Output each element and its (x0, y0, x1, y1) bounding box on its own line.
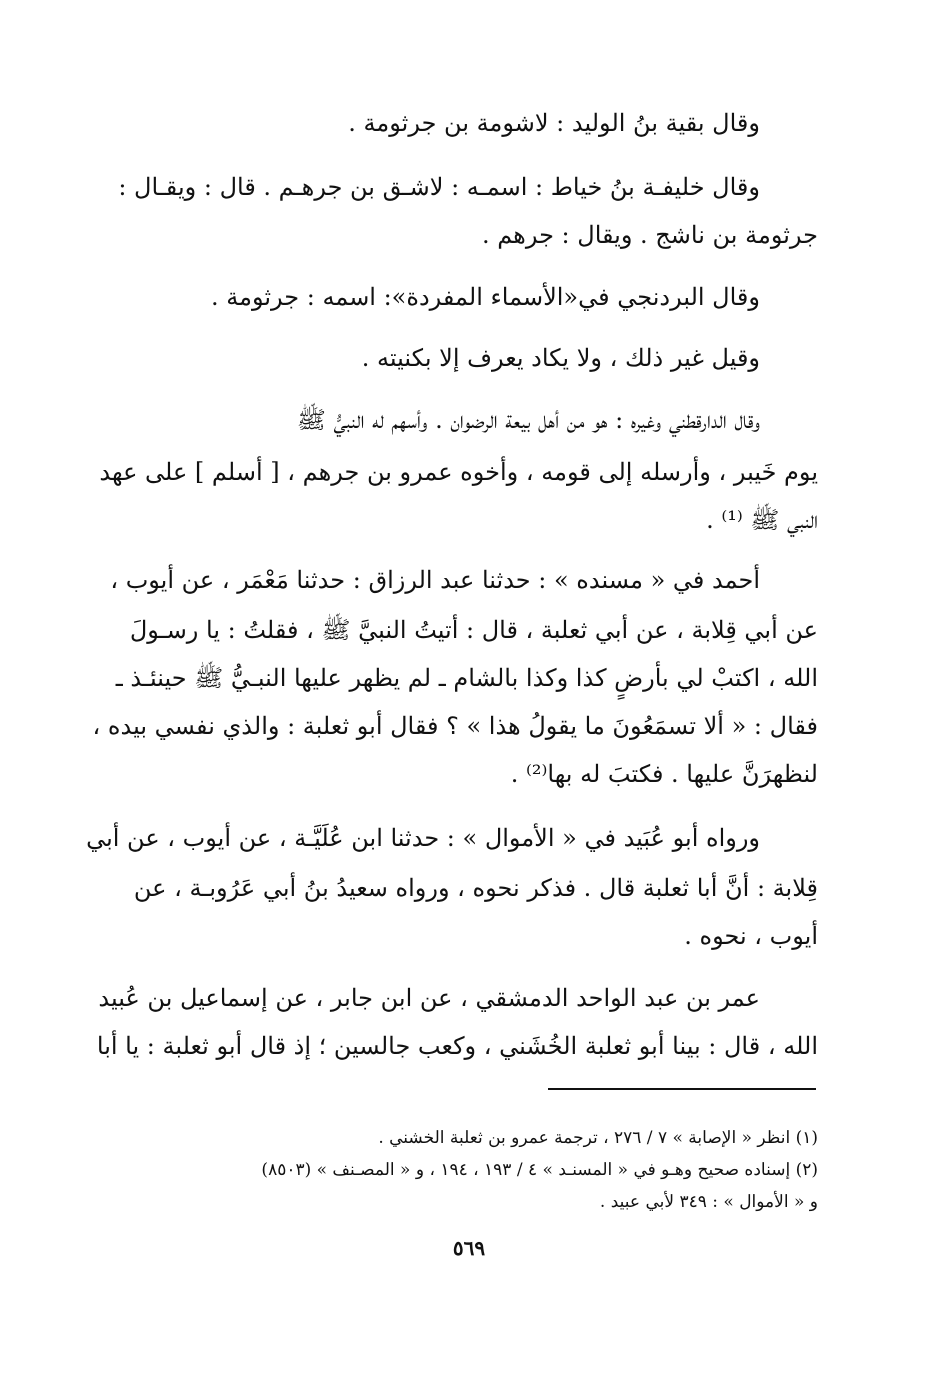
footnote-1: (١) انظر « الإصابة » ٧ / ٢٧٦ ، ترجمة عمرو بن ثعلبة الخشني . (378, 1128, 818, 1148)
text-line: الله ، قال : بينا أبو ثعلبة الخُشَني ، وكعب جالسين ؛ إذ قال أبو ثعلبة : يا أبا (96, 1032, 818, 1060)
text-line: وقال خليفـة بنُ خياط : اسمـه : لاشـق بن جرهـم . قال : ويقـال : (118, 173, 760, 201)
page-number: ٥٦٩ (452, 1236, 486, 1260)
footnote-2: (٢) إسناده صحيح وهـو في « المسنـد » ٤ / ١٩٣ ، ١٩٤ ، و « المصـنف » (٨٥٠٣) (261, 1160, 818, 1180)
text-line: يوم خَيبر ، وأرسله إلى قومه ، وأخوه عمرو بن جرهم ، [ أسلم ] على عهد (99, 458, 818, 486)
text-line: النبي ﷺ ⁽¹⁾ . (706, 506, 818, 534)
text-line: ورواه أبو عُبَيد في « الأموال » : حدثنا ابن عُلَيَّـة ، عن أيوب ، عن أبي (86, 824, 760, 852)
text-line: وقيل غير ذلك ، ولا يكاد يعرف إلا بكنيته . (361, 344, 760, 372)
text-line: الله ، اكتبْ لي بأرضٍ كذا وكذا بالشام ـ لم يظهر عليها النبـيُّ ﷺ حينئـذ ـ (115, 664, 818, 692)
text-line: أيوب ، نحوه . (684, 922, 818, 950)
text-line: وقال بقية بنُ الوليد : لاشومة بن جرثومة . (348, 109, 760, 137)
text-line: قِلابة : أنَّ أبا ثعلبة قال . فذكر نحوه ، ورواه سعيدُ بنُ أبي عَرُوبـة ، عن (133, 874, 818, 902)
text-line: فقال : « ألا تسمَعُونَ ما يقولُ هذا » ؟ فقال أبو ثعلبة : والذي نفسي بيده ، (92, 712, 818, 740)
text-line: لنظهرَنَّ عليها . فكتبَ له بها⁽²⁾ . (510, 760, 818, 788)
text-line: عمر بن عبد الواحد الدمشقي ، عن ابن جابر ، عن إسماعيل بن عُبيد (98, 984, 760, 1012)
footnote-2-continued: و « الأموال » : ٣٤٩ لأبي عبيد . (599, 1192, 818, 1212)
text-line: أحمد في « مسنده » : حدثنا عبد الرزاق : حدثنا مَعْمَر ، عن أيوب ، (110, 566, 760, 594)
text-line: وقال البردنجي في«الأسماء المفردة»: اسمه : جرثومة . (210, 283, 760, 311)
footnote-separator (548, 1088, 816, 1090)
text-line: وقال الدارقطني وغيره : هو من أهل بيعة الرضوان . وأسهم له النبيُّ ﷺ (296, 406, 760, 434)
text-line: جرثومة بن ناشج . ويقال : جرهم . (481, 221, 818, 249)
text-line: عن أبي قِلابة ، عن أبي ثعلبة ، قال : أتيتُ النبيَّ ﷺ ، فقلتُ : يا رسـولَ (129, 616, 818, 644)
